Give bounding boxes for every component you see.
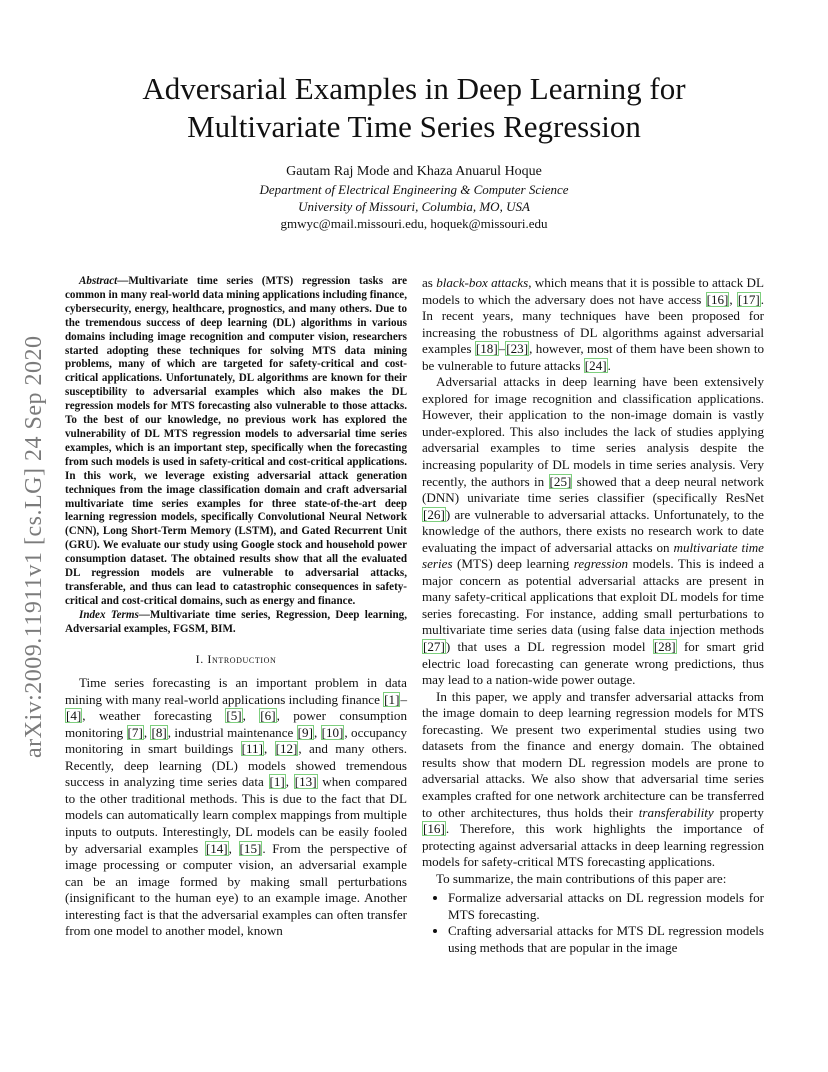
author-emails: gmwyc@mail.missouri.edu, hoquek@missouri.edu (280, 216, 548, 231)
title-line-2: Multivariate Time Series Regression (187, 109, 641, 144)
contribution-item: • Crafting adversarial attacks for MTS DL regression models using methods that are popular in the image (448, 923, 764, 956)
abstract (65, 275, 407, 609)
citation-link[interactable]: [7] (127, 724, 143, 740)
abstract-lead: Abstract (79, 275, 118, 287)
citation-link[interactable]: [15] (239, 840, 262, 856)
title-line-1: Adversarial Examples in Deep Learning for (142, 71, 686, 106)
citation-link[interactable]: [10] (321, 724, 344, 740)
citation-link[interactable]: [6] (260, 708, 276, 724)
index-terms-lead: Index Terms (79, 608, 139, 621)
citation-link[interactable]: [8] (151, 724, 167, 740)
abstract-body: —Multivariate time series (MTS) regression tasks are common in many real-world data mining applications including finance, cybersecurity, energy, healthcare, prognostics, and many others. Due to the tremendous success of deep learning (DL) algorithms in various domains including image recognition and computer vision, researchers started adopting these techniques for solving MTS data mining problems, many of which are targeted for safety-critical and cost-critical applications. Unfortunately, DL algorithms are known for their susceptibility to adversarial examples which also makes the DL regression models for MTS forecasting also vulnerable to those attacks. To the best of our knowledge, no previous work has explored the vulnerability of DL MTS regression models to adversarial time series examples, which is an important step, specifically when the forecasting from such models is used in safety-critical and cost-critical applications. In this work, we leverage existing adversarial attack generation techniques from the image classification domain and craft adversarial multivariate time series examples for three state-of-the-art deep learning regression models, specifically Convolutional Neural Network (CNN), Long Short-Term Memory (LSTM), and Gated Recurrent Unit (GRU). We evaluate our study using Google stock and household power consumption dataset. The obtained results show that all the evaluated DL regression models are vulnerable to adversarial attacks, transferable, and thus can lead to catastrophic consequences in safety-critical and cost-critical domains, such as energy and finance. (65, 275, 407, 607)
citation-link[interactable]: [27] (423, 639, 445, 655)
citation-link[interactable]: [12] (275, 741, 298, 757)
arxiv-stamp: arXiv:2009.11911v1 [cs.LG] 24 Sep 2020 (21, 335, 47, 758)
citation-link[interactable]: [23] (506, 341, 529, 357)
citation-link[interactable]: [11] (241, 741, 263, 757)
citation-link[interactable]: [28] (653, 639, 676, 655)
paper-title (60, 70, 768, 146)
left-column (65, 275, 407, 940)
citation-link[interactable]: [1] (269, 774, 285, 790)
index-terms-body: —Multivariate time series, Regression, Deep learning, Adversarial examples, FGSM, BIM. (65, 608, 407, 635)
citation-link[interactable]: [13] (294, 774, 317, 790)
intro-paragraph-2: Adversarial attacks in deep learning have been extensively explored for image recognition and classification applications. However, their application to the non-image domain is vastly under-explored. This also includes the lack of studies applying adversarial examples to time series analysis despite the increasing popularity of DL models in time series analysis. Very recently, the authors in [25] showed that a deep neural network (DNN) univariate time series classifier (specifically ResNet [26]) are vulnerable to adversarial attacks. Unfortunately, to the knowledge of the authors, there exists no research work to date evaluating the impact of adversarial attacks on multivariate time series (MTS) deep learning regression models. This is indeed a major concern as potential adversarial attacks are present in many safety-critical applications that exploit DL models for time series forecasting. For instance, adding small perturbations to multivariate time series data (using false data injection methods [27]) that uses a DL regression model [28] for smart grid electric load forecasting can generate wrong predictions, thus may lead to a nation-wide power outage. (422, 374, 765, 688)
intro-paragraph-3: In this paper, we apply and transfer adversarial attacks from the image domain to deep learning regression models for MTS forecasting. We present two experimental studies using two datasets from the finance and energy domain. The obtained results show that modern DL regression models are prone to adversarial attacks. We also show that adversarial time series examples crafted for one network architecture can be transferred to other architectures, thus holds their transferability property [16]. Therefore, this work highlights the importance of protecting against adversarial attacks in deep learning regression models for safety-critical MTS forecasting applications. (422, 688, 764, 870)
index-terms (65, 609, 407, 637)
right-column (422, 275, 764, 956)
citation-link[interactable]: [16] (706, 291, 729, 307)
contribution-item: • Formalize adversarial attacks on DL regression models for MTS forecasting. (448, 890, 764, 923)
author-names: Gautam Raj Mode and Khaza Anuarul Hoque (286, 164, 542, 179)
contributions-list (422, 890, 764, 956)
citation-link[interactable]: [14] (205, 840, 228, 856)
citation-link[interactable]: [18] (475, 341, 498, 357)
citation-link[interactable]: [16] (423, 821, 445, 837)
citation-link[interactable]: [5] (226, 708, 242, 724)
citation-link[interactable]: [24] (584, 357, 607, 373)
intro-paragraph-1: Time series forecasting is an important problem in data mining with many real-world applications including finance [1]–[4], weather forecasting [5], [6], power consumption monitoring [7], [8], industrial maintenance [9], [10], occupancy monitoring in smart buildings [11], [12], and many others. Recently, deep learning (DL) models showed tremendous success in analyzing time series data [1], [13] when compared to the other traditional methods. This is due to the fact that DL models can automatically learn complex mappings from multiple inputs to outputs. Interestingly, DL models can be easily fooled by adversarial examples [14], [15]. From the perspective of image processing or computer vision, an adversarial example can be an image formed by making small perturbations (insignificant to the human eye) to an example image. Another interesting fact is that the adversarial examples can often transfer from one model to another model, known (65, 675, 408, 939)
citation-link[interactable]: [1] (384, 691, 400, 707)
affiliation-university: University of Missouri, Columbia, MO, USA (298, 199, 530, 214)
citation-link[interactable]: [17] (737, 291, 760, 307)
citation-link[interactable]: [26] (423, 506, 445, 522)
intro-paragraph-4: To summarize, the main contributions of this paper are: (436, 870, 727, 886)
citation-link[interactable]: [4] (66, 708, 82, 724)
intro-paragraph-1-continued: as black-box attacks, which means that it is possible to attack DL models to which the adversary does not have access [16], [17]. In recent years, many techniques have been proposed for increasing the robustness of DL algorithms against adversarial examples [18]–[23], however, most of them have been shown to be vulnerable to future attacks [24]. (422, 275, 765, 373)
affiliation-department: Department of Electrical Engineering & Computer Science (259, 182, 569, 197)
citation-link[interactable]: [25] (549, 473, 572, 489)
section-heading-introduction: I. Introduction (195, 651, 277, 666)
citation-link[interactable]: [9] (297, 724, 313, 740)
